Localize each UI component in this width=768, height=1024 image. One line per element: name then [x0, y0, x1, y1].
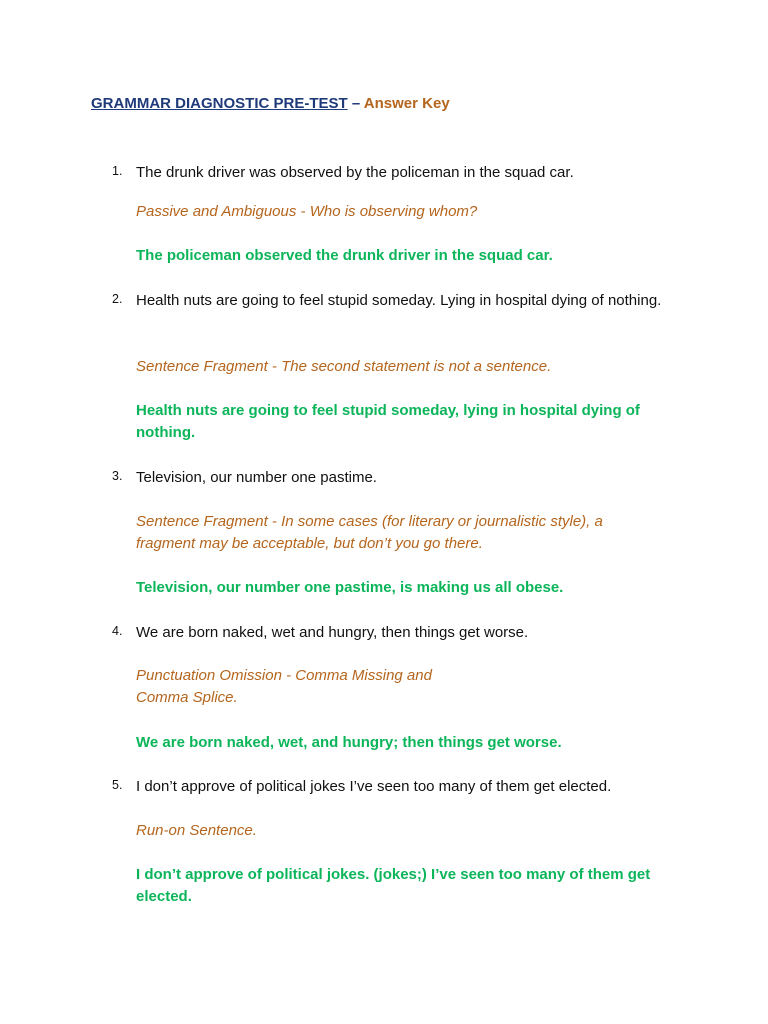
- correction-text: I don’t approve of political jokes. (jokes;) I’ve seen too many of them get elected.: [136, 866, 651, 905]
- question-text: The drunk driver was observed by the policeman in the squad car.: [136, 164, 574, 181]
- correction-text: We are born naked, wet, and hungry; then things get worse.: [136, 734, 562, 751]
- item-number: 1.: [112, 164, 123, 178]
- question-text: We are born naked, wet and hungry, then things get worse.: [136, 624, 529, 641]
- diagnosis-text: Sentence Fragment - The second statement is not a sentence.: [136, 358, 552, 375]
- diagnosis-line-1: Punctuation Omission - Comma Missing and: [136, 667, 432, 684]
- title-subtitle: Answer Key: [363, 95, 450, 112]
- page-title: [91, 95, 450, 112]
- correction-text: The policeman observed the drunk driver in the squad car.: [136, 247, 553, 264]
- diagnosis-text: Sentence Fragment - In some cases (for literary or journalistic style), a fragment may be acceptable, but don’t you go there.: [136, 513, 603, 552]
- correction-text: Television, our number one pastime, is making us all obese.: [136, 579, 564, 596]
- item-number: 2.: [112, 292, 123, 306]
- question-text: I don’t approve of political jokes I’ve seen too many of them get elected.: [136, 778, 612, 795]
- title-main: GRAMMAR DIAGNOSTIC PRE-TEST: [91, 95, 348, 112]
- diagnosis-line-2: Comma Splice.: [136, 689, 238, 706]
- question-text: Health nuts are going to feel stupid someday. Lying in hospital dying of nothing.: [136, 292, 662, 309]
- diagnosis-text: Passive and Ambiguous - Who is observing whom?: [136, 203, 478, 220]
- item-number: 4.: [112, 624, 123, 638]
- item-number: 5.: [112, 778, 123, 792]
- diagnosis-text: Run-on Sentence.: [136, 822, 257, 839]
- correction-text: Health nuts are going to feel stupid someday, lying in hospital dying of nothing.: [136, 402, 640, 441]
- item-number: 3.: [112, 469, 123, 483]
- title-dash: –: [347, 95, 364, 112]
- question-text: Television, our number one pastime.: [136, 469, 377, 486]
- diagnosis-text: [136, 665, 666, 709]
